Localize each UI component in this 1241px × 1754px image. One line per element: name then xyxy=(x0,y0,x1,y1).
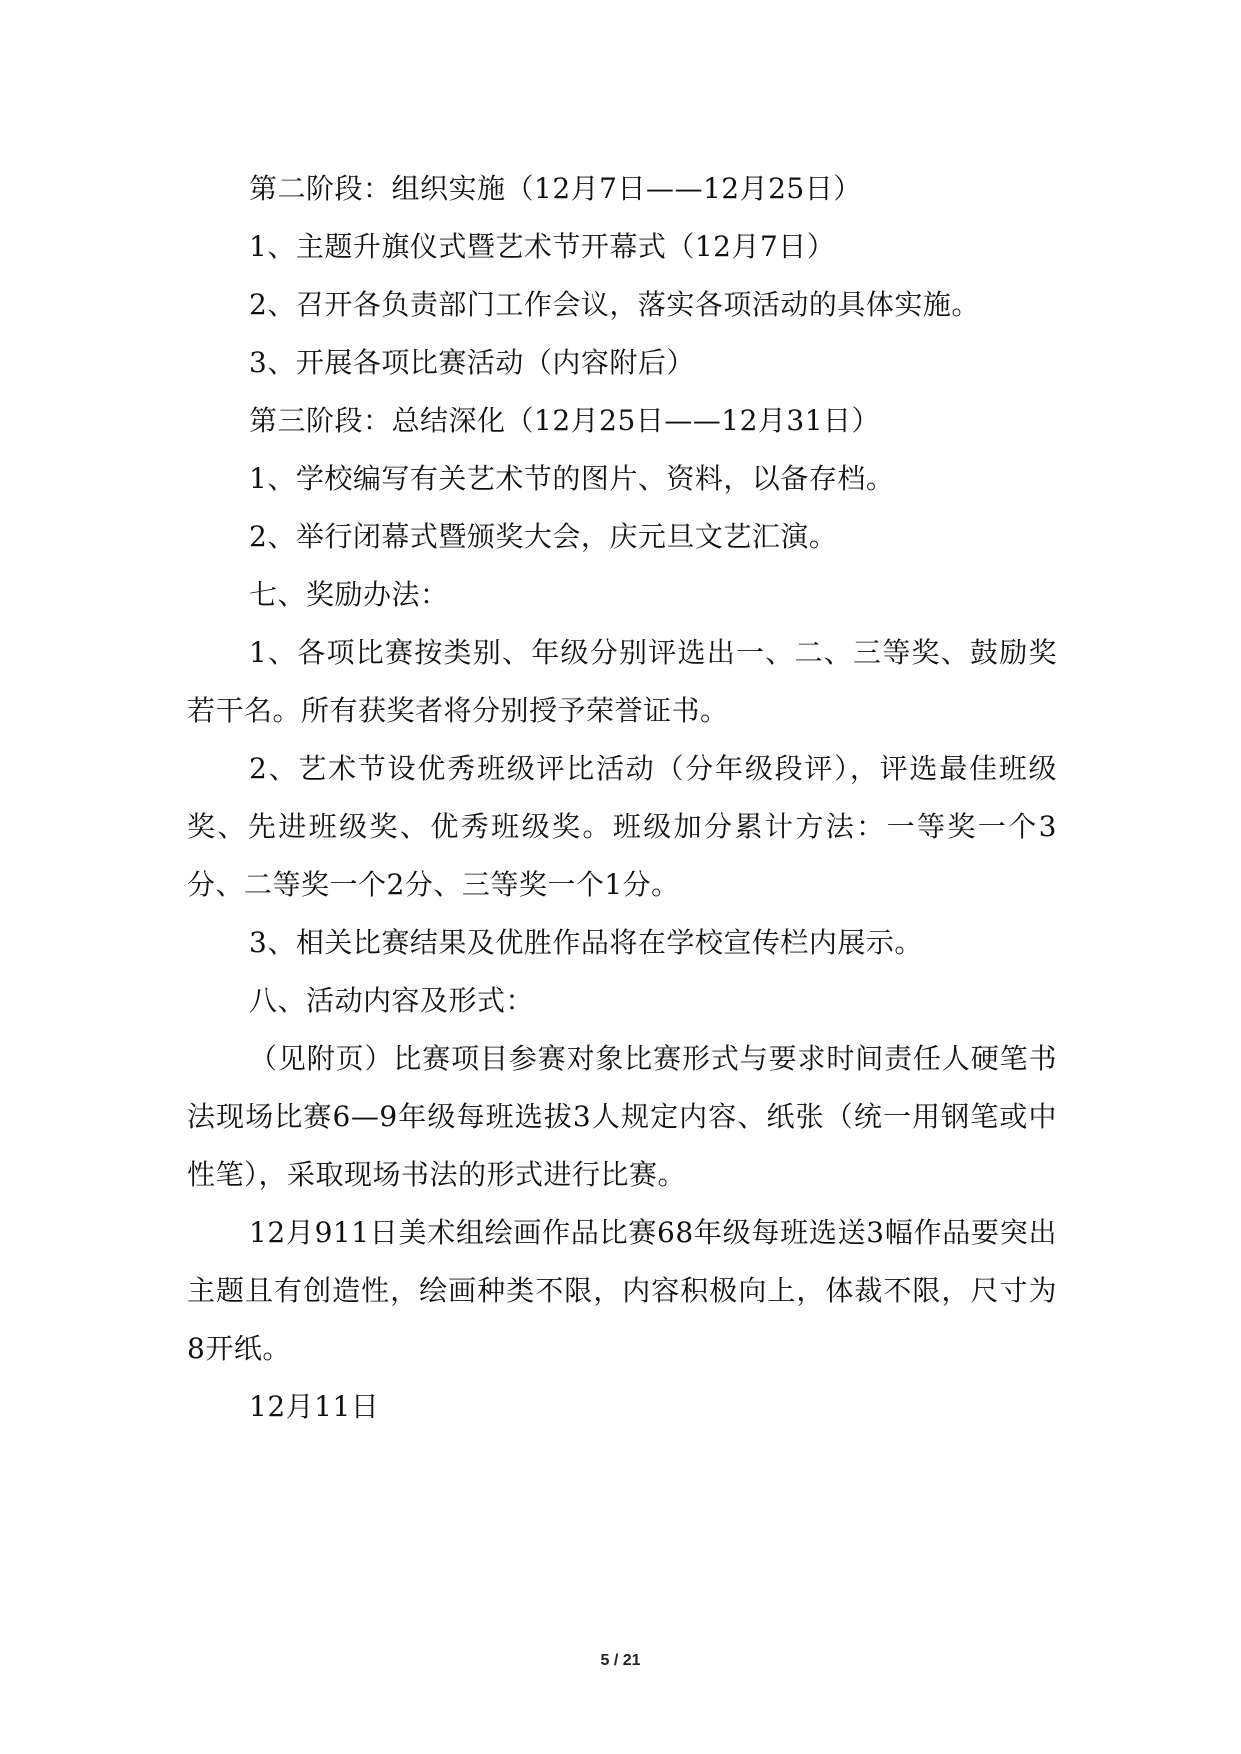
paragraph-stage-three: 第三阶段：总结深化（12月25日——12月31日） xyxy=(249,404,881,437)
paragraph-item: （见附页）比赛项目参赛对象比赛形式与要求时间责任人硬笔书法现场比赛6—9年级每班选拔3人规定内容、纸张（统一用钢笔或中性笔），采取现场书法的形式进行比赛。 xyxy=(187,1042,1057,1191)
paragraph-item: 3、相关比赛结果及优胜作品将在学校宣传栏内展示。 xyxy=(249,926,923,959)
paragraph-item: 1、学校编写有关艺术节的图片、资料，以备存档。 xyxy=(249,462,895,495)
paragraph-item: 2、召开各负责部门工作会议，落实各项活动的具体实施。 xyxy=(249,288,980,321)
paragraph-item: 12月911日美术组绘画作品比赛68年级每班选送3幅作品要突出主题且有创造性，绘画种类不限，内容积极向上，体裁不限，尺寸为8开纸。 xyxy=(187,1216,1057,1365)
paragraph-item: 2、举行闭幕式暨颁奖大会，庆元旦文艺汇演。 xyxy=(249,520,838,553)
section-heading-activities: 八、活动内容及形式： xyxy=(249,984,535,1017)
paragraph-item: 12月11日 xyxy=(249,1390,380,1423)
paragraph-stage-two: 第二阶段：组织实施（12月7日——12月25日） xyxy=(249,172,862,205)
section-heading-rewards: 七、奖励办法： xyxy=(249,578,449,611)
page-body xyxy=(187,160,1057,1436)
paragraph-item: 3、开展各项比赛活动（内容附后） xyxy=(249,346,695,379)
paragraph-item: 1、各项比赛按类别、年级分别评选出一、二、三等奖、鼓励奖若干名。所有获奖者将分别授予荣誉证书。 xyxy=(187,636,1057,727)
paragraph-item: 2、艺术节设优秀班级评比活动（分年级段评），评选最佳班级奖、先进班级奖、优秀班级奖。班级加分累计方法：一等奖一个3分、二等奖一个2分、三等奖一个1分。 xyxy=(187,752,1057,901)
paragraph-item: 1、主题升旗仪式暨艺术节开幕式（12月7日） xyxy=(249,230,836,263)
page-number: 5 / 21 xyxy=(600,1652,641,1669)
